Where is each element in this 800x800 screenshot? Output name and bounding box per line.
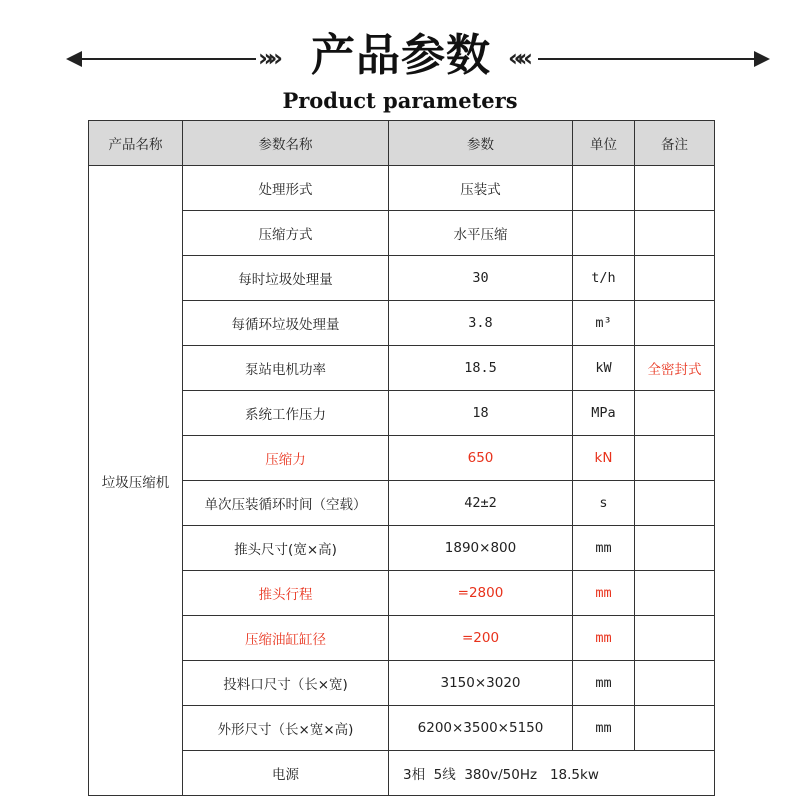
param-name-cell: 泵站电机功率 <box>183 346 389 391</box>
param-name-cell: 处理形式 <box>183 166 389 211</box>
param-note-cell <box>635 571 715 616</box>
param-unit-cell: t/h <box>573 256 635 301</box>
param-name-cell: 压缩油缸缸径 <box>183 616 389 661</box>
header-param-name: 参数名称 <box>183 121 389 166</box>
table-row <box>89 211 715 256</box>
table-row <box>89 301 715 346</box>
param-value-cell: =2800 <box>389 571 573 616</box>
param-value-cell: 650 <box>389 436 573 481</box>
page-header <box>0 0 800 120</box>
param-unit-cell: mm <box>573 616 635 661</box>
param-value-cell: 18 <box>389 391 573 436</box>
param-unit-cell: s <box>573 481 635 526</box>
param-unit-cell: m³ <box>573 301 635 346</box>
table-row <box>89 661 715 706</box>
param-name-cell: 单次压装循环时间（空载） <box>183 481 389 526</box>
param-name-cell: 压缩方式 <box>183 211 389 256</box>
param-value-cell: 1890×800 <box>389 526 573 571</box>
param-note-cell <box>635 526 715 571</box>
param-name-cell: 系统工作压力 <box>183 391 389 436</box>
param-note-cell <box>635 211 715 256</box>
header-param-value: 参数 <box>389 121 573 166</box>
param-unit-cell: mm <box>573 661 635 706</box>
page-title: 产品参数 <box>311 30 491 81</box>
param-unit-cell <box>573 166 635 211</box>
right-arrow-line <box>538 58 754 60</box>
param-unit-cell <box>573 211 635 256</box>
param-unit-cell: mm <box>573 706 635 751</box>
table-row <box>89 616 715 661</box>
param-unit-cell: kN <box>573 436 635 481</box>
param-value-cell: 18.5 <box>389 346 573 391</box>
param-name-cell: 电源 <box>183 751 389 796</box>
parameters-table <box>88 120 715 796</box>
param-value-cell: 3150×3020 <box>389 661 573 706</box>
param-name-cell: 推头行程 <box>183 571 389 616</box>
table-row <box>89 391 715 436</box>
table-row <box>89 256 715 301</box>
left-arrow-line <box>76 58 256 60</box>
double-chevron-right-icon: »» <box>258 44 278 72</box>
param-unit-cell: mm <box>573 526 635 571</box>
param-name-cell: 压缩力 <box>183 436 389 481</box>
param-name-cell: 每循环垃圾处理量 <box>183 301 389 346</box>
product-name-cell: 垃圾压缩机 <box>89 166 183 796</box>
param-value-cell: 水平压缩 <box>389 211 573 256</box>
param-note-cell <box>635 166 715 211</box>
power-supply-cell: 3相 5线 380v/50Hz 18.5kw <box>389 751 715 796</box>
param-note-cell <box>635 256 715 301</box>
header-unit: 单位 <box>573 121 635 166</box>
param-note-cell <box>635 436 715 481</box>
param-note-cell <box>635 301 715 346</box>
param-note-cell <box>635 616 715 661</box>
param-name-cell: 每时垃圾处理量 <box>183 256 389 301</box>
param-unit-cell: mm <box>573 571 635 616</box>
table-row <box>89 571 715 616</box>
double-chevron-left-icon: «« <box>508 44 528 72</box>
param-note-cell <box>635 706 715 751</box>
param-value-cell: 42±2 <box>389 481 573 526</box>
page-subtitle: Product parameters <box>282 88 518 113</box>
param-value-cell: 3.8 <box>389 301 573 346</box>
param-name-cell: 外形尺寸（长×宽×高) <box>183 706 389 751</box>
header-product-name: 产品名称 <box>89 121 183 166</box>
header-note: 备注 <box>635 121 715 166</box>
table-row <box>89 526 715 571</box>
param-unit-cell: MPa <box>573 391 635 436</box>
table-row <box>89 706 715 751</box>
param-value-cell: 压装式 <box>389 166 573 211</box>
param-note-cell <box>635 661 715 706</box>
table-row <box>89 751 715 796</box>
param-note-cell <box>635 391 715 436</box>
param-value-cell: 6200×3500×5150 <box>389 706 573 751</box>
table-row <box>89 346 715 391</box>
table-header-row <box>89 121 715 166</box>
param-unit-cell: kW <box>573 346 635 391</box>
table-row <box>89 481 715 526</box>
param-value-cell: 30 <box>389 256 573 301</box>
param-name-cell: 推头尺寸(宽×高) <box>183 526 389 571</box>
param-note-cell: 全密封式 <box>635 346 715 391</box>
table-row <box>89 166 715 211</box>
right-arrow-icon <box>754 51 770 67</box>
table-row <box>89 436 715 481</box>
param-note-cell <box>635 481 715 526</box>
param-name-cell: 投料口尺寸（长×宽) <box>183 661 389 706</box>
param-value-cell: =200 <box>389 616 573 661</box>
